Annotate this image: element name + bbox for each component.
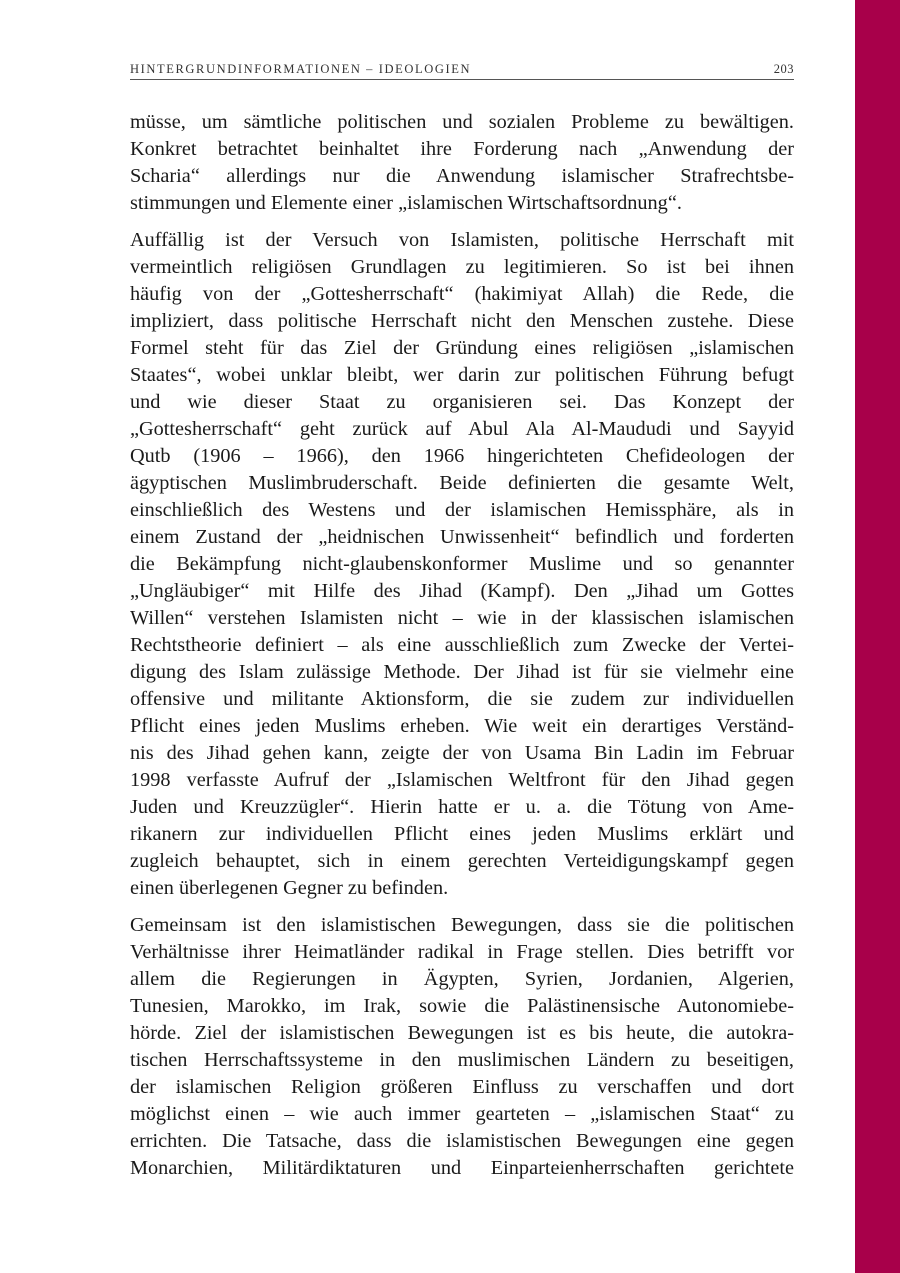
text-line: ägyptischen Muslimbruderschaft. Beide definierten die gesamte Welt, xyxy=(130,472,794,494)
paragraph xyxy=(130,109,794,217)
running-head xyxy=(130,61,794,80)
text-line: müsse, um sämtliche politischen und sozialen Probleme zu bewältigen. xyxy=(130,111,794,133)
text-line: Pflicht eines jeden Muslims erheben. Wie weit ein derartiges Verständ- xyxy=(130,715,794,737)
paragraph xyxy=(130,227,794,902)
text-line: vermeintlich religiösen Grundlagen zu legitimieren. So ist bei ihnen xyxy=(130,256,794,278)
text-line: Gemeinsam ist den islamistischen Bewegungen, dass sie die politischen xyxy=(130,914,794,936)
text-line: Auffällig ist der Versuch von Islamisten, politische Herrschaft mit xyxy=(130,229,794,251)
text-line: impliziert, dass politische Herrschaft nicht den Menschen zustehe. Diese xyxy=(130,310,794,332)
text-line: Willen“ verstehen Islamisten nicht – wie in der klassischen islamischen xyxy=(130,607,794,629)
text-line: Tunesien, Marokko, im Irak, sowie die Palästinensische Autonomiebe- xyxy=(130,995,794,1017)
text-line: Monarchien, Militärdiktaturen und Einparteienherrschaften gerichtete xyxy=(130,1157,794,1179)
side-color-bar xyxy=(855,0,900,1273)
text-line: Juden und Kreuzzügler“. Hierin hatte er u. a. die Tötung von Ame- xyxy=(130,796,794,818)
running-head-title: HINTERGRUNDINFORMATIONEN – IDEOLOGIEN xyxy=(130,62,472,76)
text-line: der islamischen Religion größeren Einfluss zu verschaffen und dort xyxy=(130,1076,794,1098)
text-line: allem die Regierungen in Ägypten, Syrien, Jordanien, Algerien, xyxy=(130,968,794,990)
text-line: möglichst einen – wie auch immer gearteten – „islamischen Staat“ zu xyxy=(130,1103,794,1125)
text-line: zugleich behauptet, sich in einem gerechten Verteidigungskampf gegen xyxy=(130,850,794,872)
text-line: Scharia“ allerdings nur die Anwendung islamischer Strafrechtsbe- xyxy=(130,165,794,187)
text-line: stimmungen und Elemente einer „islamischen Wirtschaftsordnung“. xyxy=(130,192,682,214)
text-line: „Ungläubiger“ mit Hilfe des Jihad (Kampf). Den „Jihad um Gottes xyxy=(130,580,794,602)
text-line: Konkret betrachtet beinhaltet ihre Forderung nach „Anwendung der xyxy=(130,138,794,160)
text-line: nis des Jihad gehen kann, zeigte der von Usama Bin Ladin im Februar xyxy=(130,742,794,764)
text-line: errichten. Die Tatsache, dass die islamistischen Bewegungen eine gegen xyxy=(130,1130,794,1152)
text-line: häufig von der „Gottesherrschaft“ (hakimiyat Allah) die Rede, die xyxy=(130,283,794,305)
text-line: und wie dieser Staat zu organisieren sei. Das Konzept der xyxy=(130,391,794,413)
text-line: einen überlegenen Gegner zu befinden. xyxy=(130,877,449,899)
text-line: Qutb (1906 – 1966), den 1966 hingerichteten Chefideologen der xyxy=(130,445,794,467)
text-line: tischen Herrschaftssysteme in den muslimischen Ländern zu beseitigen, xyxy=(130,1049,794,1071)
text-line: rikanern zur individuellen Pflicht eines jeden Muslims erklärt und xyxy=(130,823,794,845)
text-line: einschließlich des Westens und der islamischen Hemissphäre, als in xyxy=(130,499,794,521)
text-line: hörde. Ziel der islamistischen Bewegungen ist es bis heute, die autokra- xyxy=(130,1022,794,1044)
page-number: 203 xyxy=(773,62,794,76)
paragraph xyxy=(130,912,794,1182)
text-line: Staates“, wobei unklar bleibt, wer darin zur politischen Führung befugt xyxy=(130,364,794,386)
text-line: Rechtstheorie definiert – als eine ausschließlich zum Zwecke der Vertei- xyxy=(130,634,794,656)
text-line: Formel steht für das Ziel der Gründung eines religiösen „islamischen xyxy=(130,337,794,359)
body-text xyxy=(130,109,794,1192)
text-line: die Bekämpfung nicht-glaubenskonformer Muslime und so genannter xyxy=(130,553,794,575)
text-line: 1998 verfasste Aufruf der „Islamischen Weltfront für den Jihad gegen xyxy=(130,769,794,791)
text-line: Verhältnisse ihrer Heimatländer radikal in Frage stellen. Dies betrifft vor xyxy=(130,941,794,963)
text-line: einem Zustand der „heidnischen Unwissenheit“ befindlich und forderten xyxy=(130,526,794,548)
text-line: digung des Islam zulässige Methode. Der Jihad ist für sie vielmehr eine xyxy=(130,661,794,683)
text-line: offensive und militante Aktionsform, die sie zudem zur individuellen xyxy=(130,688,794,710)
text-line: „Gottesherrschaft“ geht zurück auf Abul Ala Al-Maududi und Sayyid xyxy=(130,418,794,440)
